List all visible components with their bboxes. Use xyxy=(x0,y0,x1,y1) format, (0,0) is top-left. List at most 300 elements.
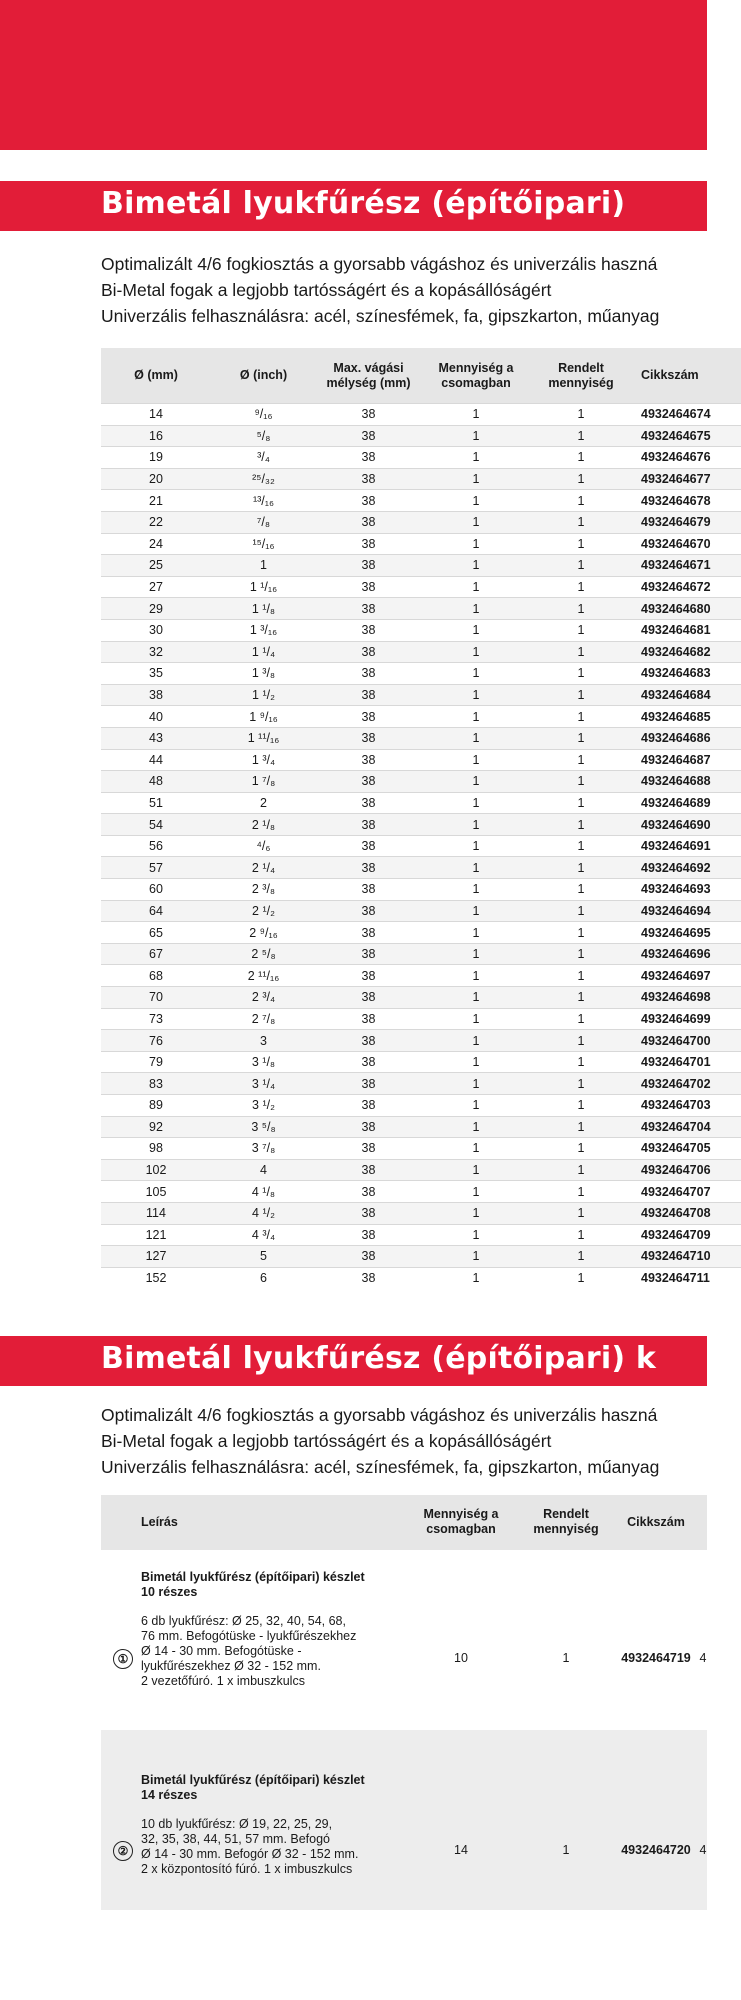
table-row xyxy=(101,533,741,555)
cell-cutting-depth: 38 xyxy=(316,404,421,426)
cell-cutting-depth: 38 xyxy=(316,468,421,490)
cell-diameter-inch: 4 xyxy=(211,1159,316,1181)
set-table xyxy=(101,1495,707,1910)
cell-order-quantity: 1 xyxy=(531,1181,631,1203)
cell-article-number: 4932464709 xyxy=(631,1224,741,1246)
cell-cutting-depth: 38 xyxy=(316,987,421,1009)
cell-article-number: 4932464708 xyxy=(631,1202,741,1224)
header-pack-quantity: Mennyiség a csomagban xyxy=(421,348,531,404)
cell-pack-quantity: 1 xyxy=(421,943,531,965)
table-row xyxy=(101,1095,741,1117)
cell-order-quantity: 1 xyxy=(531,857,631,879)
table-row xyxy=(101,1202,741,1224)
cell-diameter-inch: 2 ¹/₈ xyxy=(211,814,316,836)
cell-order-quantity: 1 xyxy=(531,490,631,512)
set-contents: 10 db lyukfűrész: Ø 19, 22, 25, 29, 32, 35, 38, 44, 51, 57 mm. Befogó Ø 14 - 30 mm. Befogór Ø 32 - 152 mm. 2 x központosító fúró. 1 x imbuszkulcs xyxy=(141,1817,359,1876)
cell-cutting-depth: 38 xyxy=(316,922,421,944)
cell-order-quantity: 1 xyxy=(531,1267,631,1288)
cell-cutting-depth: 38 xyxy=(316,1202,421,1224)
cell-article-number: 4932464678 xyxy=(631,490,741,512)
cell-pack-quantity: 1 xyxy=(421,814,531,836)
cell-diameter-mm: 92 xyxy=(101,1116,211,1138)
set-description xyxy=(141,1773,391,1877)
cell-cutting-depth: 38 xyxy=(316,619,421,641)
header-description: Leírás xyxy=(141,1515,178,1529)
set-name: Bimetál lyukfűrész (építőipari) készlet 10 részes xyxy=(141,1570,365,1599)
set-row xyxy=(101,1550,707,1730)
cell-pack-quantity: 1 xyxy=(421,1073,531,1095)
cell-diameter-inch: 1 ³/₁₆ xyxy=(211,619,316,641)
set-number-badge: ② xyxy=(113,1841,133,1861)
cell-cutting-depth: 38 xyxy=(316,1051,421,1073)
cell-article-number: 4932464697 xyxy=(631,965,741,987)
cell-diameter-inch: 2 xyxy=(211,792,316,814)
cell-diameter-mm: 56 xyxy=(101,835,211,857)
cell-cutting-depth: 38 xyxy=(316,1246,421,1268)
cell-diameter-inch: 1 ¹¹/₁₆ xyxy=(211,727,316,749)
cell-pack-quantity: 1 xyxy=(421,792,531,814)
cell-diameter-mm: 48 xyxy=(101,771,211,793)
table-row xyxy=(101,598,741,620)
cell-order-quantity: 1 xyxy=(531,511,631,533)
cell-pack-quantity: 1 xyxy=(421,835,531,857)
cell-cutting-depth: 38 xyxy=(316,598,421,620)
cell-diameter-mm: 89 xyxy=(101,1095,211,1117)
spec-table-body xyxy=(101,404,741,1289)
set-article-number: 4932464719 xyxy=(621,1651,691,1665)
cell-diameter-mm: 25 xyxy=(101,555,211,577)
cell-pack-quantity: 1 xyxy=(421,1246,531,1268)
cell-diameter-inch: 1 ³/₈ xyxy=(211,663,316,685)
header-diameter-mm: Ø (mm) xyxy=(101,348,211,404)
cell-diameter-mm: 79 xyxy=(101,1051,211,1073)
cell-article-number: 4932464695 xyxy=(631,922,741,944)
cell-cutting-depth: 38 xyxy=(316,900,421,922)
cell-order-quantity: 1 xyxy=(531,771,631,793)
section1-intro xyxy=(101,251,707,329)
cell-diameter-inch: 2 ¹/₂ xyxy=(211,900,316,922)
cell-diameter-mm: 98 xyxy=(101,1138,211,1160)
table-row xyxy=(101,511,741,533)
cell-article-number: 4932464677 xyxy=(631,468,741,490)
cell-cutting-depth: 38 xyxy=(316,1138,421,1160)
cell-diameter-inch: 1 ¹/₂ xyxy=(211,684,316,706)
cell-diameter-mm: 127 xyxy=(101,1246,211,1268)
cell-order-quantity: 1 xyxy=(531,1159,631,1181)
cell-pack-quantity: 1 xyxy=(421,1202,531,1224)
cell-diameter-inch: 2 ⁷/₈ xyxy=(211,1008,316,1030)
cell-article-number: 4932464692 xyxy=(631,857,741,879)
cell-diameter-inch: ¹³/₁₆ xyxy=(211,490,316,512)
section1-title: Bimetál lyukfűrész (építőipari) xyxy=(101,186,626,221)
cell-order-quantity: 1 xyxy=(531,1095,631,1117)
intro-line: Bi-Metal fogak a legjobb tartósságért és a kopásállóságért xyxy=(101,1431,552,1451)
cell-order-quantity: 1 xyxy=(531,468,631,490)
table-row xyxy=(101,1224,741,1246)
cell-cutting-depth: 38 xyxy=(316,1073,421,1095)
cell-diameter-inch: ³/₄ xyxy=(211,447,316,469)
cell-diameter-mm: 83 xyxy=(101,1073,211,1095)
cell-diameter-mm: 19 xyxy=(101,447,211,469)
cell-cutting-depth: 38 xyxy=(316,1181,421,1203)
header-cutting-depth: Max. vágási mélység (mm) xyxy=(316,348,421,404)
cell-order-quantity: 1 xyxy=(531,943,631,965)
cell-order-quantity: 1 xyxy=(531,447,631,469)
cell-order-quantity: 1 xyxy=(531,987,631,1009)
cell-cutting-depth: 38 xyxy=(316,771,421,793)
cell-diameter-inch: 3 ¹/₈ xyxy=(211,1051,316,1073)
cell-diameter-inch: ¹⁵/₁₆ xyxy=(211,533,316,555)
section2-title: Bimetál lyukfűrész (építőipari) k xyxy=(101,1341,657,1376)
cell-pack-quantity: 1 xyxy=(421,598,531,620)
cell-order-quantity: 1 xyxy=(531,1138,631,1160)
cell-article-number: 4932464706 xyxy=(631,1159,741,1181)
header-order-quantity: Rendelt mennyiség xyxy=(531,348,631,404)
cell-pack-quantity: 1 xyxy=(421,555,531,577)
cell-cutting-depth: 38 xyxy=(316,663,421,685)
cell-order-quantity: 1 xyxy=(531,641,631,663)
cell-order-quantity: 1 xyxy=(531,965,631,987)
cell-cutting-depth: 38 xyxy=(316,1008,421,1030)
cell-pack-quantity: 1 xyxy=(421,576,531,598)
table-row xyxy=(101,900,741,922)
cell-pack-quantity: 1 xyxy=(421,447,531,469)
cell-diameter-mm: 76 xyxy=(101,1030,211,1052)
header-diameter-inch: Ø (inch) xyxy=(211,348,316,404)
cell-cutting-depth: 38 xyxy=(316,1095,421,1117)
table-row xyxy=(101,641,741,663)
cell-pack-quantity: 1 xyxy=(421,490,531,512)
cell-order-quantity: 1 xyxy=(531,576,631,598)
cell-article-number: 4932464672 xyxy=(631,576,741,598)
cell-diameter-inch: 1 ¹/₈ xyxy=(211,598,316,620)
cell-cutting-depth: 38 xyxy=(316,879,421,901)
cell-pack-quantity: 1 xyxy=(421,1008,531,1030)
cell-order-quantity: 1 xyxy=(531,1073,631,1095)
cell-order-quantity: 1 xyxy=(531,684,631,706)
table-row xyxy=(101,965,741,987)
header-pack-quantity: Mennyiség a csomagban xyxy=(423,1507,499,1536)
cell-order-quantity: 1 xyxy=(531,1202,631,1224)
cell-diameter-mm: 20 xyxy=(101,468,211,490)
cell-order-quantity: 1 xyxy=(531,663,631,685)
cell-pack-quantity: 1 xyxy=(421,965,531,987)
cell-pack-quantity: 1 xyxy=(421,533,531,555)
cell-pack-quantity: 1 xyxy=(421,641,531,663)
cell-pack-quantity: 1 xyxy=(421,511,531,533)
cell-pack-quantity: 1 xyxy=(421,857,531,879)
cell-order-quantity: 1 xyxy=(531,1030,631,1052)
header-article-number: Cikkszám xyxy=(627,1515,685,1529)
cell-article-number: 4932464700 xyxy=(631,1030,741,1052)
cell-pack-quantity: 1 xyxy=(421,1051,531,1073)
cell-pack-quantity: 1 xyxy=(421,1224,531,1246)
top-red-band xyxy=(0,0,707,150)
cell-diameter-inch: ⁹/₁₆ xyxy=(211,404,316,426)
cell-cutting-depth: 38 xyxy=(316,792,421,814)
cell-article-number: 4932464679 xyxy=(631,511,741,533)
cell-diameter-inch: 1 ⁹/₁₆ xyxy=(211,706,316,728)
cell-article-number: 4932464711 xyxy=(631,1267,741,1288)
cell-cutting-depth: 38 xyxy=(316,706,421,728)
cell-order-quantity: 1 xyxy=(531,619,631,641)
set-contents: 6 db lyukfűrész: Ø 25, 32, 40, 54, 68, 76 mm. Befogótüske - lyukfűrészekhez Ø 14 - 30 mm. Befogótüske - lyukfűrészekhez Ø 32 - 152 mm. 2 vezetőfúró. 1 x imbuszkulcs xyxy=(141,1614,357,1688)
cell-order-quantity: 1 xyxy=(531,404,631,426)
cell-diameter-inch: 3 xyxy=(211,1030,316,1052)
table-row xyxy=(101,684,741,706)
set-extra-value: 4 xyxy=(699,1651,707,1665)
cell-diameter-mm: 27 xyxy=(101,576,211,598)
cell-cutting-depth: 38 xyxy=(316,965,421,987)
set-row xyxy=(101,1755,707,1905)
set-description xyxy=(141,1570,391,1689)
cell-order-quantity: 1 xyxy=(531,1008,631,1030)
cell-diameter-inch: 1 ⁷/₈ xyxy=(211,771,316,793)
cell-article-number: 4932464684 xyxy=(631,684,741,706)
cell-cutting-depth: 38 xyxy=(316,511,421,533)
cell-article-number: 4932464707 xyxy=(631,1181,741,1203)
table-row xyxy=(101,1030,741,1052)
cell-diameter-inch: 4 ¹/₂ xyxy=(211,1202,316,1224)
header-order-quantity: Rendelt mennyiség xyxy=(533,1507,599,1536)
intro-line: Optimalizált 4/6 fogkiosztás a gyorsabb vágáshoz és univerzális haszná xyxy=(101,1405,658,1425)
cell-cutting-depth: 38 xyxy=(316,814,421,836)
cell-article-number: 4932464691 xyxy=(631,835,741,857)
section2-title-bar xyxy=(0,1336,707,1386)
cell-diameter-inch: ²⁵/₃₂ xyxy=(211,468,316,490)
table-row xyxy=(101,1246,741,1268)
cell-diameter-inch: ⁷/₈ xyxy=(211,511,316,533)
table-row xyxy=(101,1008,741,1030)
cell-article-number: 4932464681 xyxy=(631,619,741,641)
cell-pack-quantity: 1 xyxy=(421,1267,531,1288)
set-pack-quantity: 10 xyxy=(454,1651,468,1665)
cell-diameter-mm: 60 xyxy=(101,879,211,901)
cell-article-number: 4932464687 xyxy=(631,749,741,771)
table-row xyxy=(101,663,741,685)
cell-cutting-depth: 38 xyxy=(316,943,421,965)
intro-line: Univerzális felhasználásra: acél, színesfémek, fa, gipszkarton, műanyag xyxy=(101,1457,660,1477)
table-row xyxy=(101,1051,741,1073)
header-article-number: Cikkszám xyxy=(631,348,741,404)
cell-cutting-depth: 38 xyxy=(316,1159,421,1181)
cell-diameter-mm: 38 xyxy=(101,684,211,706)
cell-diameter-inch: 3 ⁵/₈ xyxy=(211,1116,316,1138)
cell-pack-quantity: 1 xyxy=(421,749,531,771)
cell-diameter-inch: 1 xyxy=(211,555,316,577)
cell-pack-quantity: 1 xyxy=(421,663,531,685)
cell-diameter-inch: 3 ¹/₂ xyxy=(211,1095,316,1117)
table-row xyxy=(101,1181,741,1203)
cell-order-quantity: 1 xyxy=(531,835,631,857)
cell-diameter-mm: 40 xyxy=(101,706,211,728)
cell-diameter-inch: 2 ⁹/₁₆ xyxy=(211,922,316,944)
cell-cutting-depth: 38 xyxy=(316,533,421,555)
cell-cutting-depth: 38 xyxy=(316,555,421,577)
table-row xyxy=(101,792,741,814)
cell-article-number: 4932464704 xyxy=(631,1116,741,1138)
cell-diameter-mm: 22 xyxy=(101,511,211,533)
section1-title-bar xyxy=(0,181,707,231)
cell-article-number: 4932464698 xyxy=(631,987,741,1009)
cell-article-number: 4932464670 xyxy=(631,533,741,555)
spec-table-wrapper xyxy=(101,348,711,1286)
cell-cutting-depth: 38 xyxy=(316,857,421,879)
cell-article-number: 4932464680 xyxy=(631,598,741,620)
set-table-header xyxy=(101,1495,707,1550)
intro-line: Optimalizált 4/6 fogkiosztás a gyorsabb vágáshoz és univerzális haszná xyxy=(101,254,658,274)
cell-order-quantity: 1 xyxy=(531,792,631,814)
cell-diameter-inch: 4 ³/₄ xyxy=(211,1224,316,1246)
cell-diameter-inch: 5 xyxy=(211,1246,316,1268)
cell-pack-quantity: 1 xyxy=(421,987,531,1009)
cell-diameter-mm: 16 xyxy=(101,425,211,447)
cell-order-quantity: 1 xyxy=(531,555,631,577)
cell-order-quantity: 1 xyxy=(531,814,631,836)
cell-diameter-mm: 54 xyxy=(101,814,211,836)
table-row xyxy=(101,447,741,469)
cell-cutting-depth: 38 xyxy=(316,1224,421,1246)
cell-article-number: 4932464703 xyxy=(631,1095,741,1117)
cell-pack-quantity: 1 xyxy=(421,1159,531,1181)
cell-article-number: 4932464701 xyxy=(631,1051,741,1073)
cell-article-number: 4932464694 xyxy=(631,900,741,922)
cell-order-quantity: 1 xyxy=(531,1224,631,1246)
cell-diameter-inch: 6 xyxy=(211,1267,316,1288)
cell-cutting-depth: 38 xyxy=(316,490,421,512)
table-row xyxy=(101,814,741,836)
cell-article-number: 4932464702 xyxy=(631,1073,741,1095)
cell-diameter-inch: 1 ³/₄ xyxy=(211,749,316,771)
table-row xyxy=(101,879,741,901)
cell-article-number: 4932464686 xyxy=(631,727,741,749)
cell-pack-quantity: 1 xyxy=(421,425,531,447)
cell-diameter-mm: 57 xyxy=(101,857,211,879)
cell-cutting-depth: 38 xyxy=(316,684,421,706)
cell-cutting-depth: 38 xyxy=(316,749,421,771)
cell-diameter-mm: 67 xyxy=(101,943,211,965)
cell-cutting-depth: 38 xyxy=(316,1267,421,1288)
cell-pack-quantity: 1 xyxy=(421,727,531,749)
table-row xyxy=(101,749,741,771)
cell-diameter-inch: 2 ¹¹/₁₆ xyxy=(211,965,316,987)
cell-article-number: 4932464683 xyxy=(631,663,741,685)
cell-cutting-depth: 38 xyxy=(316,576,421,598)
cell-diameter-inch: 2 ⁵/₈ xyxy=(211,943,316,965)
table-row xyxy=(101,425,741,447)
cell-pack-quantity: 1 xyxy=(421,879,531,901)
cell-diameter-inch: 2 ³/₈ xyxy=(211,879,316,901)
cell-diameter-mm: 30 xyxy=(101,619,211,641)
cell-diameter-inch: 2 ³/₄ xyxy=(211,987,316,1009)
cell-article-number: 4932464682 xyxy=(631,641,741,663)
cell-order-quantity: 1 xyxy=(531,879,631,901)
cell-article-number: 4932464676 xyxy=(631,447,741,469)
table-row xyxy=(101,490,741,512)
cell-diameter-mm: 14 xyxy=(101,404,211,426)
cell-cutting-depth: 38 xyxy=(316,1116,421,1138)
set-pack-quantity: 14 xyxy=(454,1843,468,1857)
table-row xyxy=(101,1159,741,1181)
cell-cutting-depth: 38 xyxy=(316,1030,421,1052)
cell-diameter-mm: 70 xyxy=(101,987,211,1009)
cell-diameter-mm: 35 xyxy=(101,663,211,685)
table-row xyxy=(101,555,741,577)
cell-diameter-mm: 43 xyxy=(101,727,211,749)
cell-cutting-depth: 38 xyxy=(316,447,421,469)
section2-intro xyxy=(101,1402,707,1480)
table-row xyxy=(101,835,741,857)
table-row xyxy=(101,706,741,728)
set-extra-value: 4 xyxy=(699,1843,707,1857)
cell-order-quantity: 1 xyxy=(531,425,631,447)
cell-diameter-mm: 29 xyxy=(101,598,211,620)
cell-order-quantity: 1 xyxy=(531,749,631,771)
cell-article-number: 4932464705 xyxy=(631,1138,741,1160)
cell-diameter-mm: 51 xyxy=(101,792,211,814)
cell-order-quantity: 1 xyxy=(531,1246,631,1268)
cell-article-number: 4932464685 xyxy=(631,706,741,728)
intro-line: Bi-Metal fogak a legjobb tartósságért és a kopásállóságért xyxy=(101,280,552,300)
cell-diameter-mm: 21 xyxy=(101,490,211,512)
set-number-badge: ① xyxy=(113,1649,133,1669)
cell-diameter-inch: 4 ¹/₈ xyxy=(211,1181,316,1203)
table-row xyxy=(101,1116,741,1138)
cell-order-quantity: 1 xyxy=(531,1116,631,1138)
table-row xyxy=(101,1073,741,1095)
table-header-row xyxy=(101,348,741,404)
cell-order-quantity: 1 xyxy=(531,900,631,922)
cell-article-number: 4932464690 xyxy=(631,814,741,836)
cell-diameter-inch: 1 ¹/₁₆ xyxy=(211,576,316,598)
cell-diameter-inch: ⁴/₆ xyxy=(211,835,316,857)
cell-pack-quantity: 1 xyxy=(421,900,531,922)
cell-diameter-mm: 152 xyxy=(101,1267,211,1288)
table-row xyxy=(101,1267,741,1288)
cell-pack-quantity: 1 xyxy=(421,619,531,641)
cell-diameter-mm: 65 xyxy=(101,922,211,944)
cell-order-quantity: 1 xyxy=(531,922,631,944)
cell-pack-quantity: 1 xyxy=(421,404,531,426)
table-row xyxy=(101,987,741,1009)
cell-diameter-inch: 1 ¹/₄ xyxy=(211,641,316,663)
cell-article-number: 4932464674 xyxy=(631,404,741,426)
cell-cutting-depth: 38 xyxy=(316,425,421,447)
cell-pack-quantity: 1 xyxy=(421,1138,531,1160)
set-name: Bimetál lyukfűrész (építőipari) készlet 14 részes xyxy=(141,1773,365,1802)
cell-pack-quantity: 1 xyxy=(421,1116,531,1138)
table-row xyxy=(101,943,741,965)
cell-diameter-mm: 114 xyxy=(101,1202,211,1224)
cell-order-quantity: 1 xyxy=(531,533,631,555)
cell-order-quantity: 1 xyxy=(531,1051,631,1073)
cell-pack-quantity: 1 xyxy=(421,468,531,490)
cell-diameter-mm: 32 xyxy=(101,641,211,663)
cell-cutting-depth: 38 xyxy=(316,835,421,857)
cell-diameter-mm: 121 xyxy=(101,1224,211,1246)
table-row xyxy=(101,771,741,793)
cell-diameter-mm: 44 xyxy=(101,749,211,771)
cell-article-number: 4932464699 xyxy=(631,1008,741,1030)
cell-cutting-depth: 38 xyxy=(316,641,421,663)
cell-cutting-depth: 38 xyxy=(316,727,421,749)
table-row xyxy=(101,922,741,944)
cell-article-number: 4932464710 xyxy=(631,1246,741,1268)
cell-article-number: 4932464693 xyxy=(631,879,741,901)
cell-diameter-mm: 73 xyxy=(101,1008,211,1030)
table-row xyxy=(101,619,741,641)
cell-diameter-mm: 24 xyxy=(101,533,211,555)
